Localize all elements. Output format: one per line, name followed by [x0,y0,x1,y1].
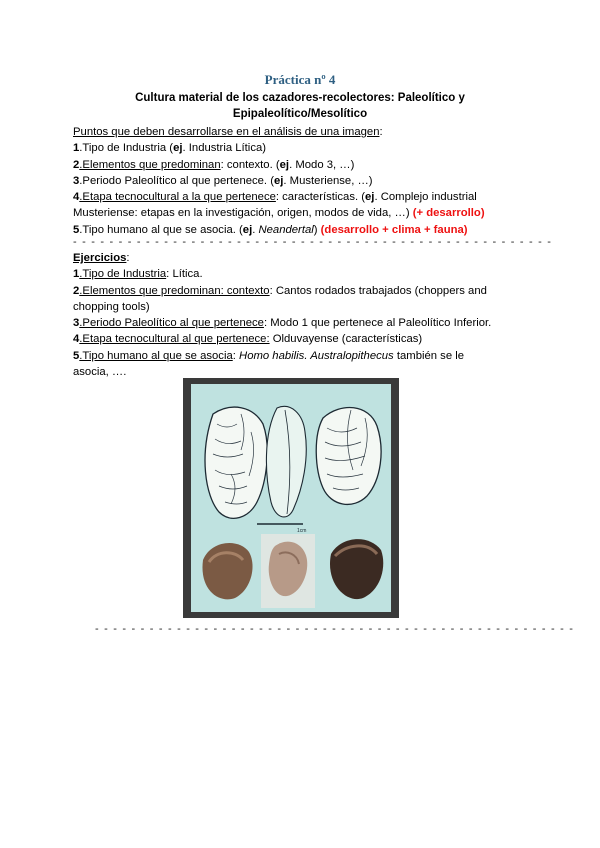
analysis-points [73,124,533,238]
exercise-5-continued: asocia, …. [73,366,127,379]
point-3: 3.Periodo Paleolítico al que pertenece. (ej. Musteriense, …) [73,174,373,187]
point-4: 4.Etapa tecnocultural a la que pertenece: características. (ej. Complejo industrial [73,191,477,204]
exercise-2: 2.Elementos que predominan: contexto: Cantos rodados trabajados (choppers and [73,284,487,297]
exercises [73,250,533,380]
exercises-heading: Ejercicios: [73,252,130,264]
point-1: 1.Tipo de Industria (ej. Industria Lítica) [73,142,267,155]
exercise-5: 5.Tipo humano al que se asocia: Homo habilis. Australopithecus también se le [73,349,465,362]
drawn-chopper-left [205,407,267,518]
exercise-2-continued: chopping tools) [73,300,150,313]
stone-tools-photo [183,378,399,618]
stone-photo-right [330,539,383,599]
exercise-1: 1.Tipo de Industria: Lítica. [73,268,203,281]
stone-tools-illustration [191,384,391,612]
scale-label: 1cm [297,528,307,534]
separator-line-bottom: - - - - - - - - - - - - - - - - - - - - - - - - - - - - - - - - - - - - - - - - - - - - - - - - - - - - - [95,623,575,635]
page-title: Práctica nº 4 [264,72,336,87]
point-5: 5.Tipo humano al que se asocia. (ej. Neandertal) (desarrollo + clima + fauna) [73,223,468,236]
separator-line: - - - - - - - - - - - - - - - - - - - - - - - - - - - - - - - - - - - - - - - - - - - - - - - - - - - - - [73,236,553,248]
exercise-4: 4.Etapa tecnocultural al que pertenece: Olduvayense (características) [73,333,423,346]
points-heading: Puntos que deben desarrollarse en el análisis de una imagen: [73,126,383,138]
exercise-3: 3.Periodo Paleolítico al que pertenece: Modo 1 que pertenece al Paleolítico Inferior. [73,317,492,330]
point-4-continued: Musteriense: etapas en la investigación, origen, modos de vida, …) (+ desarrollo) [73,207,485,220]
illustration-sheet [191,384,391,612]
page-subtitle: Cultura material de los cazadores-recolectores: Paleolítico y Epipaleolítico/Mesolítico [135,92,465,120]
point-2: 2.Elementos que predominan: contexto. (ej. Modo 3, …) [73,158,355,171]
drawn-tool-profile [266,406,306,517]
